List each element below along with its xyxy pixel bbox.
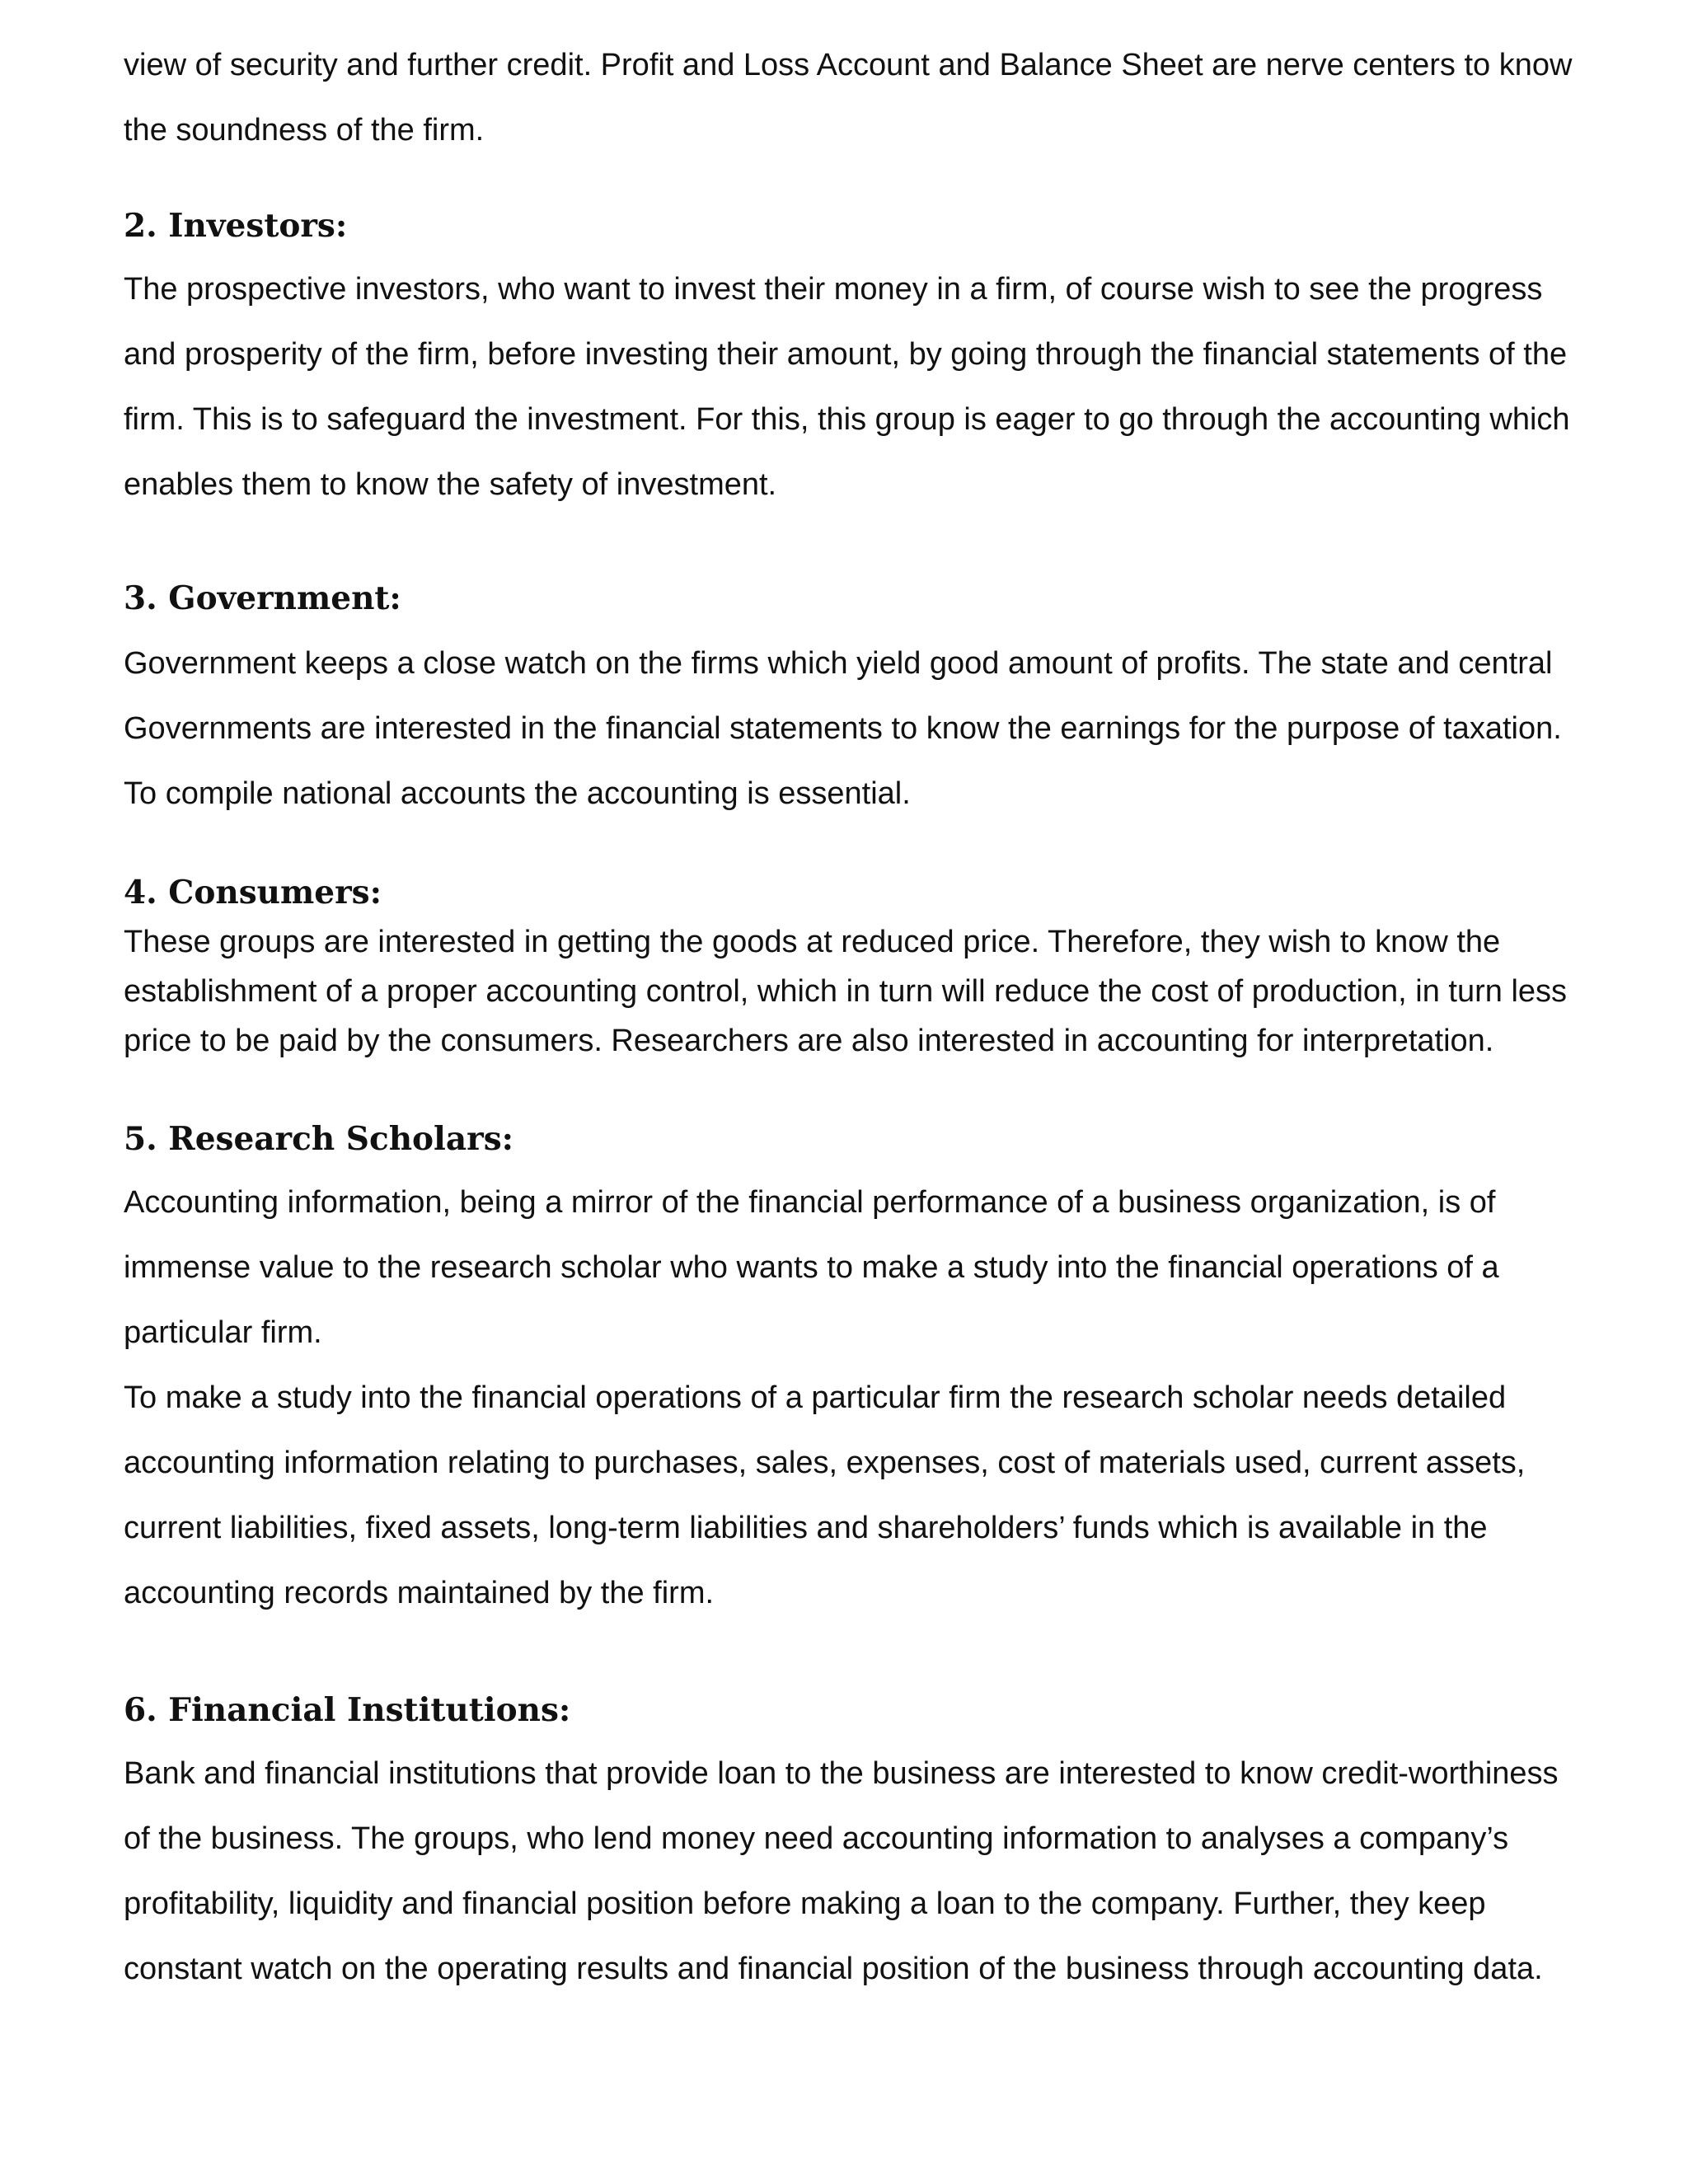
section-investors (124, 201, 1657, 251)
text-line: of the business. The groups, who lend money need accounting information to analyses a company’s (124, 1821, 1509, 1856)
text-line: To compile national accounts the accounting is essential. (124, 776, 911, 811)
intro-paragraph (124, 33, 1657, 163)
section-heading: 5. Research Scholars: (124, 1120, 514, 1158)
text-line: These groups are interested in getting the goods at reduced price. Therefore, they wish to know the (124, 925, 1501, 959)
text-line: Accounting information, being a mirror of the financial performance of a business organization, is of (124, 1185, 1496, 1220)
section-heading: 4. Consumers: (124, 874, 382, 912)
section-research-scholars-body (124, 1170, 1657, 1626)
text-line: current liabilities, fixed assets, long-term liabilities and shareholders’ funds which is available in the (124, 1511, 1488, 1545)
text-line: Governments are interested in the financial statements to know the earnings for the purpose of taxation. (124, 711, 1562, 746)
section-financial-institutions-body (124, 1741, 1657, 2002)
text-line: particular firm. (124, 1315, 322, 1350)
text-line: Bank and financial institutions that provide loan to the business are interested to know credit-worthiness (124, 1756, 1559, 1791)
section-heading: 3. Government: (124, 579, 401, 617)
text-line: immense value to the research scholar who wants to make a study into the financial operations of a (124, 1250, 1499, 1285)
section-heading: 6. Financial Institutions: (124, 1691, 571, 1729)
section-consumers-body (124, 917, 1657, 1066)
text-line: profitability, liquidity and financial position before making a loan to the company. Further, they keep (124, 1886, 1486, 1921)
section-financial-institutions (124, 1685, 1657, 1735)
section-heading: 2. Investors: (124, 207, 348, 245)
section-government (124, 574, 1657, 623)
text-line: establishment of a proper accounting control, which in turn will reduce the cost of production, in turn less (124, 974, 1568, 1009)
text-line: price to be paid by the consumers. Researchers are also interested in accounting for interpretation. (124, 1024, 1494, 1058)
section-government-body (124, 631, 1657, 827)
text-line: accounting records maintained by the firm. (124, 1576, 715, 1610)
text-line: firm. This is to safeguard the investment. For this, this group is eager to go through the accounting which (124, 402, 1570, 437)
section-investors-body (124, 257, 1657, 518)
text-line: the soundness of the firm. (124, 113, 485, 148)
text-line: Government keeps a close watch on the firms which yield good amount of profits. The state and central (124, 646, 1553, 681)
section-research-scholars (124, 1114, 1657, 1164)
text-line: enables them to know the safety of investment. (124, 467, 777, 502)
text-line: constant watch on the operating results and financial position of the business through accounting data. (124, 1952, 1543, 1986)
text-line: The prospective investors, who want to invest their money in a firm, of course wish to see the progress (124, 272, 1543, 307)
text-line: accounting information relating to purchases, sales, expenses, cost of materials used, current assets, (124, 1446, 1526, 1480)
text-line: view of security and further credit. Profit and Loss Account and Balance Sheet are nerve centers to know (124, 48, 1573, 82)
text-line: and prosperity of the firm, before investing their amount, by going through the financial statements of the (124, 337, 1568, 372)
text-line: To make a study into the financial operations of a particular firm the research scholar needs detailed (124, 1380, 1507, 1415)
section-consumers (124, 868, 1657, 917)
